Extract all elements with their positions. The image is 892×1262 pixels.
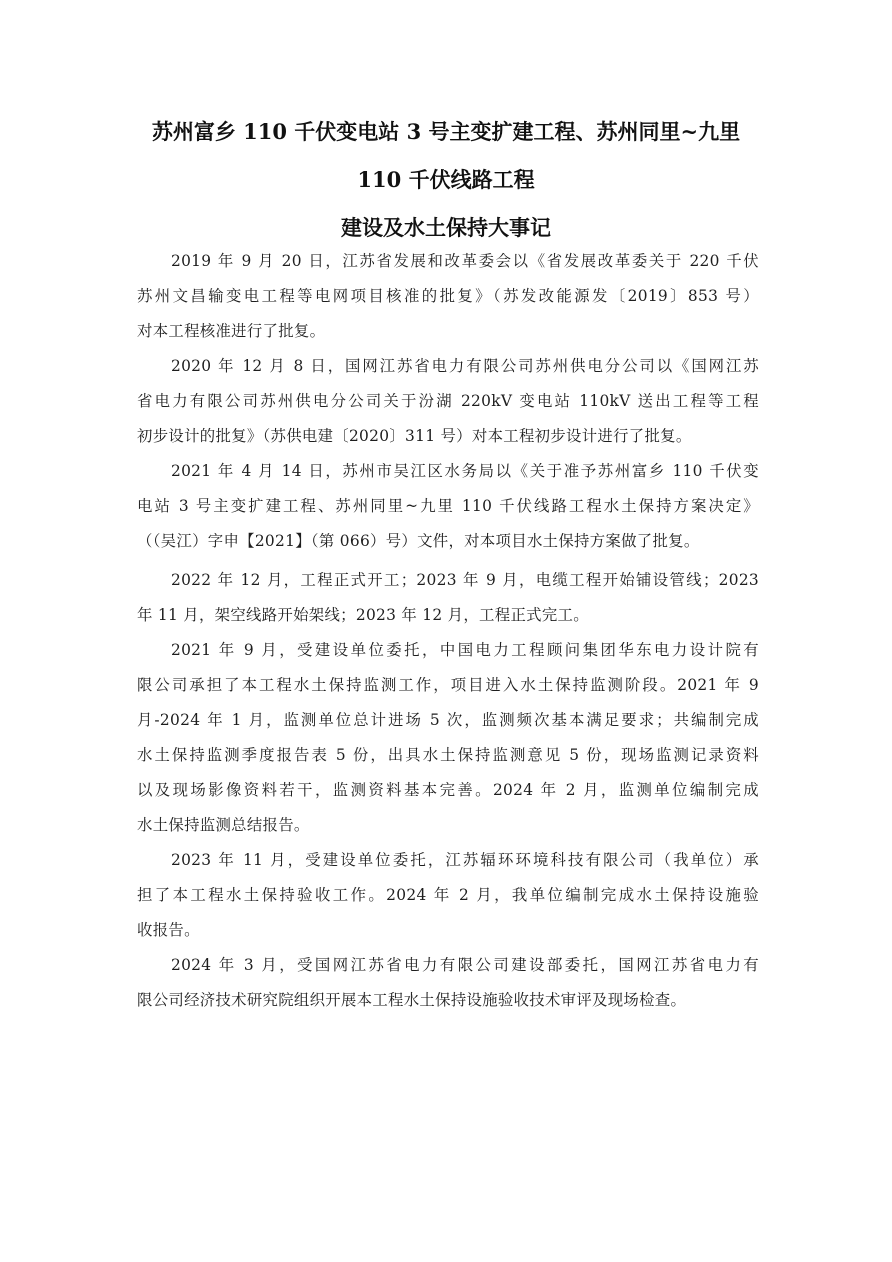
paragraph-design-2020 [137,349,759,454]
document-title [100,112,792,248]
paragraph-line: 限公司经济技术研究院组织开展本工程水土保持设施验收技术审评及现场检查。 [137,991,687,1009]
paragraph-line: 水土保持监测总结报告。 [137,816,310,834]
paragraph-line: 月-2024 年 1 月，监测单位总计进场 5 次，监测频次基本满足要求；共编制完成 [137,711,759,729]
paragraph-line: 2021 年 9 月，受建设单位委托，中国电力工程顾问集团华东电力设计院有 [171,641,759,659]
paragraph-review [137,948,759,1018]
paragraph-line: 2020 年 12 月 8 日，国网江苏省电力有限公司苏州供电分公司以《国网江苏 [171,357,759,375]
paragraph-line: 对本工程核准进行了批复。 [137,322,326,340]
paragraph-monitoring [137,633,759,843]
paragraph-line: 担了本工程水土保持验收工作。2024 年 2 月，我单位编制完成水土保持设施验 [137,886,759,904]
paragraph-soil-plan-2021 [137,454,759,559]
paragraph-approval-2019 [137,244,759,349]
paragraph-acceptance [137,843,759,948]
paragraph-line: 电站 3 号主变扩建工程、苏州同里~九里 110 千伏线路工程水土保持方案决定》 [137,497,759,515]
paragraph-line: 2024 年 3 月，受国网江苏省电力有限公司建设部委托，国网江苏省电力有 [171,956,759,974]
title-line-3: 建设及水土保持大事记 [341,215,551,240]
title-line-1: 苏州富乡 110 千伏变电站 3 号主变扩建工程、苏州同里~九里 [151,119,741,144]
paragraph-construction [137,563,759,633]
paragraph-line: 2019 年 9 月 20 日，江苏省发展和改革委会以《省发展改革委关于 220 千伏 [171,252,759,270]
paragraph-line: （（吴江）字申【2021】（第 066）号）文件，对本项目水土保持方案做了批复。 [137,532,700,550]
paragraph-line: 以及现场影像资料若干，监测资料基本完善。2024 年 2 月，监测单位编制完成 [137,781,759,799]
paragraph-line: 限公司承担了本工程水土保持监测工作，项目进入水土保持监测阶段。2021 年 9 [137,676,759,694]
title-line-2: 110 千伏线路工程 [357,167,535,192]
paragraph-line: 收报告。 [137,921,200,939]
paragraph-line: 苏州文昌输变电工程等电网项目核准的批复》（苏发改能源发〔2019〕853 号） [137,287,759,305]
paragraph-line: 初步设计的批复》（苏供电建〔2020〕311 号）对本工程初步设计进行了批复。 [137,427,692,445]
paragraph-line: 省电力有限公司苏州供电分公司关于汾湖 220kV 变电站 110kV 送出工程等工程 [137,392,759,410]
document-body [137,244,759,1018]
paragraph-line: 2023 年 11 月，受建设单位委托，江苏辐环环境科技有限公司（我单位）承 [171,851,759,869]
paragraph-line: 水土保持监测季度报告表 5 份，出具水土保持监测意见 5 份，现场监测记录资料 [137,746,759,764]
paragraph-line: 2021 年 4 月 14 日，苏州市吴江区水务局以《关于准予苏州富乡 110 千伏变 [171,462,759,480]
paragraph-line: 年 11 月，架空线路开始架线；2023 年 12 月，工程正式完工。 [137,606,589,624]
paragraph-line: 2022 年 12 月，工程正式开工；2023 年 9 月，电缆工程开始铺设管线；2023 [171,571,759,589]
